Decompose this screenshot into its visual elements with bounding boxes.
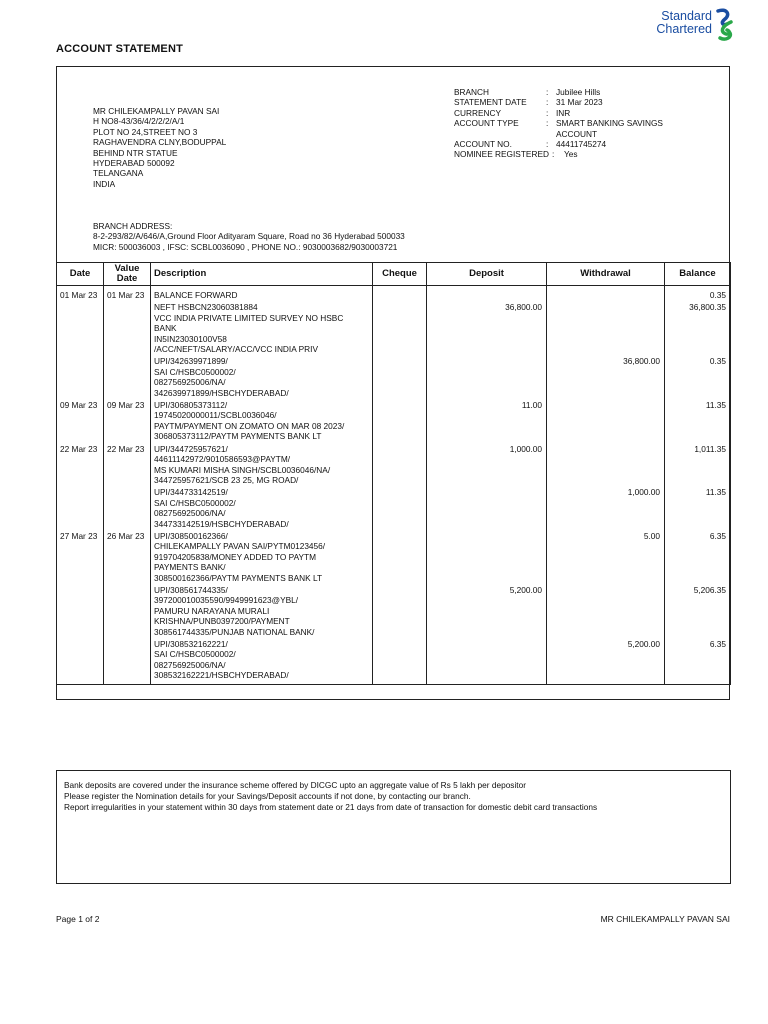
cell-balance: 5,206.35	[665, 583, 731, 637]
logo-mark-icon	[714, 8, 736, 42]
cell-withdrawal	[547, 286, 665, 301]
description-line: 308532162221/HSBCHYDERABAD/	[154, 670, 289, 681]
notice-line: Please register the Nomination details for your Savings/Deposit accounts if not done, by contacting our branch.	[64, 791, 471, 801]
cell-value-date	[104, 485, 151, 529]
notice-box	[56, 770, 731, 884]
cell-balance: 11.35	[665, 398, 731, 442]
branch-address-line: 8-2-293/82/A/646/A,Ground Floor Adityaram Square, Road no 36 Hyderabad 500033	[93, 231, 405, 242]
description-line: 397200010035590/9949991623@YBL/	[154, 595, 299, 606]
cell-deposit	[427, 354, 547, 398]
cell-cheque	[373, 354, 427, 398]
address-line: MR CHILEKAMPALLY PAVAN SAI	[93, 106, 220, 116]
cell-balance: 6.35	[665, 637, 731, 684]
header-deposit: Deposit	[427, 263, 547, 286]
address-line: HYDERABAD 500092	[93, 158, 175, 169]
description-line: 342639971899/HSBCHYDERABAD/	[154, 387, 289, 398]
cell-withdrawal: 36,800.00	[547, 354, 665, 398]
cell-value-date	[104, 354, 151, 398]
address-line: INDIA	[93, 178, 116, 189]
table-row	[57, 485, 731, 529]
cell-balance: 11.35	[665, 485, 731, 529]
table-row	[57, 442, 731, 486]
description-line: 082756925006/NA/	[154, 659, 226, 670]
cell-balance: 1,011.35	[665, 442, 731, 486]
description-line: 308561744335/PUNJAB NATIONAL BANK/	[154, 626, 315, 637]
footer-customer-name: MR CHILEKAMPALLY PAVAN SAI	[600, 914, 730, 924]
cell-date	[57, 637, 104, 684]
branch-address-label: BRANCH ADDRESS:	[93, 221, 173, 231]
cell-date	[57, 583, 104, 637]
description-line: UPI/342639971899/	[154, 356, 228, 367]
cell-withdrawal	[547, 442, 665, 486]
description-line: IN5IN23030100V58	[154, 333, 227, 344]
cell-cheque	[373, 442, 427, 486]
cell-cheque	[373, 637, 427, 684]
cell-withdrawal	[547, 583, 665, 637]
description-line: PAYMENTS BANK/	[154, 562, 226, 573]
cell-balance: 0.35	[665, 286, 731, 301]
cell-date	[57, 485, 104, 529]
cell-description	[151, 485, 373, 529]
description-line: 44611142972/9010586593@PAYTM/	[154, 454, 291, 465]
description-line: 308500162366/PAYTM PAYMENTS BANK LT	[154, 572, 323, 583]
info-row-nominee: NOMINEE REGISTERED : Yes	[454, 149, 578, 160]
description-line: PAYTM/PAYMENT ON ZOMATO ON MAR 08 2023/	[154, 420, 345, 431]
description-line: VCC INDIA PRIVATE LIMITED SURVEY NO HSBC	[154, 312, 344, 323]
account-info	[454, 87, 694, 160]
address-line: RAGHAVENDRA CLNY,BODUPPAL	[93, 137, 227, 148]
cell-description	[151, 442, 373, 486]
description-line: UPI/308532162221/	[154, 639, 228, 649]
description-line: /ACC/NEFT/SALARY/ACC/VCC INDIA PRIV	[154, 344, 318, 355]
description-line: 344733142519/HSBCHYDERABAD/	[154, 518, 289, 529]
cell-balance: 0.35	[665, 354, 731, 398]
header-balance: Balance	[665, 263, 731, 286]
branch-address	[93, 221, 405, 252]
cell-cheque	[373, 529, 427, 583]
description-line: 344725957621/SCB 23 25, MG ROAD/	[154, 474, 299, 485]
header-withdrawal: Withdrawal	[547, 263, 665, 286]
header-description: Description	[151, 263, 373, 286]
info-row-account-no: ACCOUNT NO. : 44411745274	[454, 139, 607, 150]
cell-deposit	[427, 529, 547, 583]
cell-withdrawal: 1,000.00	[547, 485, 665, 529]
logo-wordmark: Standard Chartered	[656, 9, 712, 36]
cell-deposit: 1,000.00	[427, 442, 547, 486]
address-line: TELANGANA	[93, 168, 144, 179]
cell-date	[57, 354, 104, 398]
description-line: KRISHNA/PUNB0397200/PAYMENT	[154, 616, 290, 627]
table-row	[57, 286, 731, 301]
cell-description	[151, 300, 373, 354]
cell-deposit	[427, 637, 547, 684]
description-line: BALANCE FORWARD	[154, 290, 238, 300]
branch-micr-line: MICR: 500036003 , IFSC: SCBL0036090 , PHONE NO.: 9030003682/9030003721	[93, 241, 398, 252]
description-line: SAI C/HSBC0500002/	[154, 497, 236, 508]
description-line: PAMURU NARAYANA MURALI	[154, 605, 270, 616]
cell-deposit: 36,800.00	[427, 300, 547, 354]
cell-withdrawal	[547, 398, 665, 442]
cell-deposit	[427, 286, 547, 301]
cell-balance: 36,800.35	[665, 300, 731, 354]
cell-balance: 6.35	[665, 529, 731, 583]
cell-date: 27 Mar 23	[57, 529, 104, 583]
table-row	[57, 398, 731, 442]
description-line: UPI/308561744335/	[154, 584, 228, 595]
cell-date	[57, 300, 104, 354]
description-line: 919704205838/MONEY ADDED TO PAYTM	[154, 551, 317, 562]
description-line: UPI/344733142519/	[154, 487, 228, 498]
cell-value-date	[104, 637, 151, 684]
cell-date: 01 Mar 23	[57, 286, 104, 301]
table-header-row	[57, 263, 731, 286]
table-row	[57, 583, 731, 637]
notice-line: Report irregularities in your statement within 30 days from statement date or 21 days from date of transaction for domestic debit card transactions	[64, 802, 598, 812]
page-title: ACCOUNT STATEMENT	[56, 43, 184, 55]
cell-value-date: 01 Mar 23	[104, 286, 151, 301]
page-number: Page 1 of 2	[56, 914, 100, 924]
description-line: SAI C/HSBC0500002/	[154, 649, 236, 660]
cell-date: 22 Mar 23	[57, 442, 104, 486]
info-row-account-type: ACCOUNT TYPE : SMART BANKING SAVINGS ACCOUNT	[454, 118, 663, 139]
cell-deposit: 5,200.00	[427, 583, 547, 637]
notice-line: Bank deposits are covered under the insurance scheme offered by DICGC upto an aggregate value of Rs 5 lakh per depositor	[64, 780, 526, 790]
description-line: 306805373112/PAYTM PAYMENTS BANK LT	[154, 431, 322, 442]
description-line: UPI/308500162366/	[154, 530, 228, 541]
description-line: 19745020000011/SCBL0036046/	[154, 410, 277, 421]
description-line: 082756925006/NA/	[154, 377, 226, 388]
cell-cheque	[373, 583, 427, 637]
description-line: BANK	[154, 323, 177, 334]
description-line: SAI C/HSBC0500002/	[154, 366, 236, 377]
description-line: UPI/306805373112/	[154, 400, 228, 411]
description-line: MS KUMARI MISHA SINGH/SCBL0036046/NA/	[154, 464, 331, 475]
cell-deposit: 11.00	[427, 398, 547, 442]
cell-cheque	[373, 286, 427, 301]
cell-description	[151, 583, 373, 637]
description-line: NEFT HSBCN23060381884	[154, 302, 258, 313]
customer-address	[93, 106, 226, 189]
cell-description	[151, 286, 373, 301]
description-line: UPI/344725957621/	[154, 443, 228, 454]
info-row-branch: BRANCH : Jubilee Hills	[454, 87, 601, 97]
cell-value-date: 22 Mar 23	[104, 442, 151, 486]
info-row-statement-date: STATEMENT DATE : 31 Mar 2023	[454, 97, 603, 108]
cell-date: 09 Mar 23	[57, 398, 104, 442]
cell-withdrawal	[547, 300, 665, 354]
address-line: PLOT NO 24,STREET NO 3	[93, 126, 198, 137]
cell-cheque	[373, 485, 427, 529]
address-line: BEHIND NTR STATUE	[93, 147, 178, 158]
standard-chartered-logo	[656, 8, 740, 42]
cell-description	[151, 398, 373, 442]
cell-value-date	[104, 300, 151, 354]
cell-withdrawal: 5,200.00	[547, 637, 665, 684]
table-row	[57, 300, 731, 354]
cell-value-date: 26 Mar 23	[104, 529, 151, 583]
description-line: 082756925006/NA/	[154, 508, 226, 519]
table-row	[57, 529, 731, 583]
description-line: CHILEKAMPALLY PAVAN SAI/PYTM0123456/	[154, 541, 326, 552]
cell-description	[151, 637, 373, 684]
table-row	[57, 354, 731, 398]
cell-withdrawal: 5.00	[547, 529, 665, 583]
transactions-table	[56, 262, 731, 685]
header-value-date: Value Date	[104, 263, 151, 286]
info-row-currency: CURRENCY : INR	[454, 107, 571, 118]
cell-value-date	[104, 583, 151, 637]
table-row	[57, 637, 731, 684]
cell-deposit	[427, 485, 547, 529]
cell-description	[151, 354, 373, 398]
header-date: Date	[57, 263, 104, 286]
cell-value-date: 09 Mar 23	[104, 398, 151, 442]
header-cheque: Cheque	[373, 263, 427, 286]
cell-cheque	[373, 398, 427, 442]
cell-cheque	[373, 300, 427, 354]
address-line: H NO8-43/36/4/2/2/2/A/1	[93, 116, 185, 127]
cell-description	[151, 529, 373, 583]
